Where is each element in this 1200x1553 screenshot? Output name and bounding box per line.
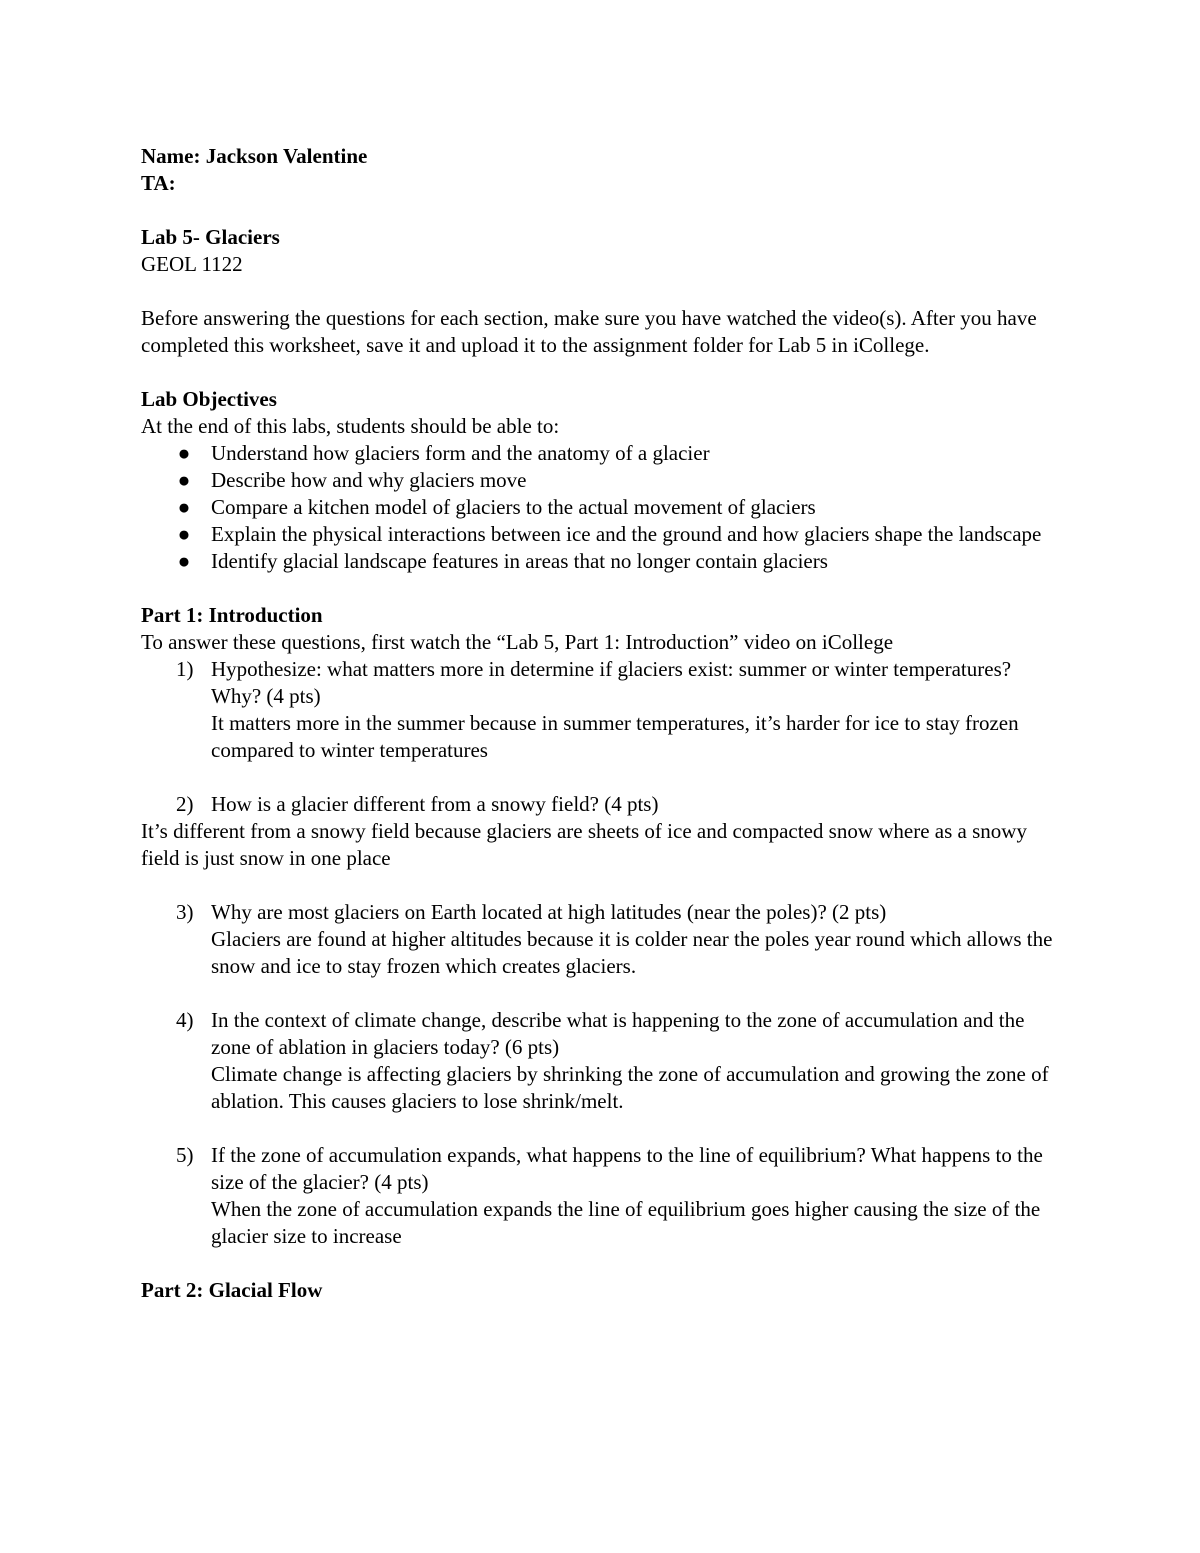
part1-heading: Part 1: Introduction	[141, 603, 323, 627]
question-number: 1)	[176, 657, 194, 681]
list-item: ● Explain the physical interactions between ice and the ground and how glaciers shape the landscape	[177, 522, 1042, 546]
spacer	[141, 575, 1061, 602]
question-number: 2)	[176, 792, 194, 816]
question-text: Hypothesize: what matters more in determine if glaciers exist: summer or winter temperatures? Why? (4 pts)	[211, 657, 1012, 708]
answer-text: When the zone of accumulation expands the line of equilibrium goes higher causing the size of the glacier size to increase	[211, 1197, 1041, 1248]
course-code: GEOL 1122	[141, 252, 243, 276]
lab-title: Lab 5- Glaciers	[141, 225, 280, 249]
answer-text: Glaciers are found at higher altitudes because it is colder near the poles year round which allows the snow and ice to stay frozen which creates glaciers.	[211, 927, 1053, 978]
spacer	[141, 359, 1061, 386]
question-text: How is a glacier different from a snowy field? (4 pts)	[211, 792, 659, 816]
bullet-icon: ●	[177, 441, 191, 465]
question-text: If the zone of accumulation expands, what happens to the line of equilibrium? What happens to the size of the glacier? (4 pts)	[211, 1143, 1043, 1194]
question-item	[141, 791, 1061, 818]
list-item: ● Understand how glaciers form and the anatomy of a glacier	[177, 441, 710, 465]
instructions-paragraph: Before answering the questions for each section, make sure you have watched the video(s). After you have completed this worksheet, save it and upload it to the assignment folder for Lab 5 in iCollege.	[141, 306, 1037, 357]
ta-label: TA:	[141, 171, 176, 195]
question-number: 5)	[176, 1143, 194, 1167]
objectives-list	[141, 440, 1061, 575]
document-body	[141, 143, 1061, 1304]
question-text: In the context of climate change, describe what is happening to the zone of accumulation and the zone of ablation in glaciers today? (6 pts)	[211, 1008, 1025, 1059]
list-item: ● Describe how and why glaciers move	[177, 468, 527, 492]
spacer	[141, 764, 1061, 791]
part1-lead: To answer these questions, first watch the “Lab 5, Part 1: Introduction” video on iCollege	[141, 630, 894, 654]
question-text: Why are most glaciers on Earth located at high latitudes (near the poles)? (2 pts)	[211, 900, 887, 924]
question-item	[141, 1142, 1061, 1250]
question-item	[141, 656, 1061, 764]
answer-text: Climate change is affecting glaciers by shrinking the zone of accumulation and growing the zone of ablation. This causes glaciers to lose shrink/melt.	[211, 1062, 1049, 1113]
bullet-icon: ●	[177, 549, 191, 573]
question-item	[141, 899, 1061, 980]
question-number: 3)	[176, 900, 194, 924]
objectives-lead: At the end of this labs, students should be able to:	[141, 414, 560, 438]
answer-text: It’s different from a snowy field because glaciers are sheets of ice and compacted snow where as a snowy field is just snow in one place	[141, 819, 1027, 870]
student-name: Name: Jackson Valentine	[141, 144, 368, 168]
list-item: ● Identify glacial landscape features in areas that no longer contain glaciers	[177, 549, 828, 573]
spacer	[141, 872, 1061, 899]
part2-heading: Part 2: Glacial Flow	[141, 1278, 323, 1302]
bullet-icon: ●	[177, 495, 191, 519]
spacer	[141, 197, 1061, 224]
answer-text: It matters more in the summer because in summer temperatures, it’s harder for ice to stay frozen compared to winter temperatures	[211, 711, 1019, 762]
objectives-heading: Lab Objectives	[141, 387, 277, 411]
spacer	[141, 980, 1061, 1007]
spacer	[141, 278, 1061, 305]
bullet-icon: ●	[177, 468, 191, 492]
spacer	[141, 1115, 1061, 1142]
question-item	[141, 1007, 1061, 1115]
spacer	[141, 1250, 1061, 1277]
question-number: 4)	[176, 1008, 194, 1032]
bullet-icon: ●	[177, 522, 191, 546]
list-item: ● Compare a kitchen model of glaciers to the actual movement of glaciers	[177, 495, 816, 519]
